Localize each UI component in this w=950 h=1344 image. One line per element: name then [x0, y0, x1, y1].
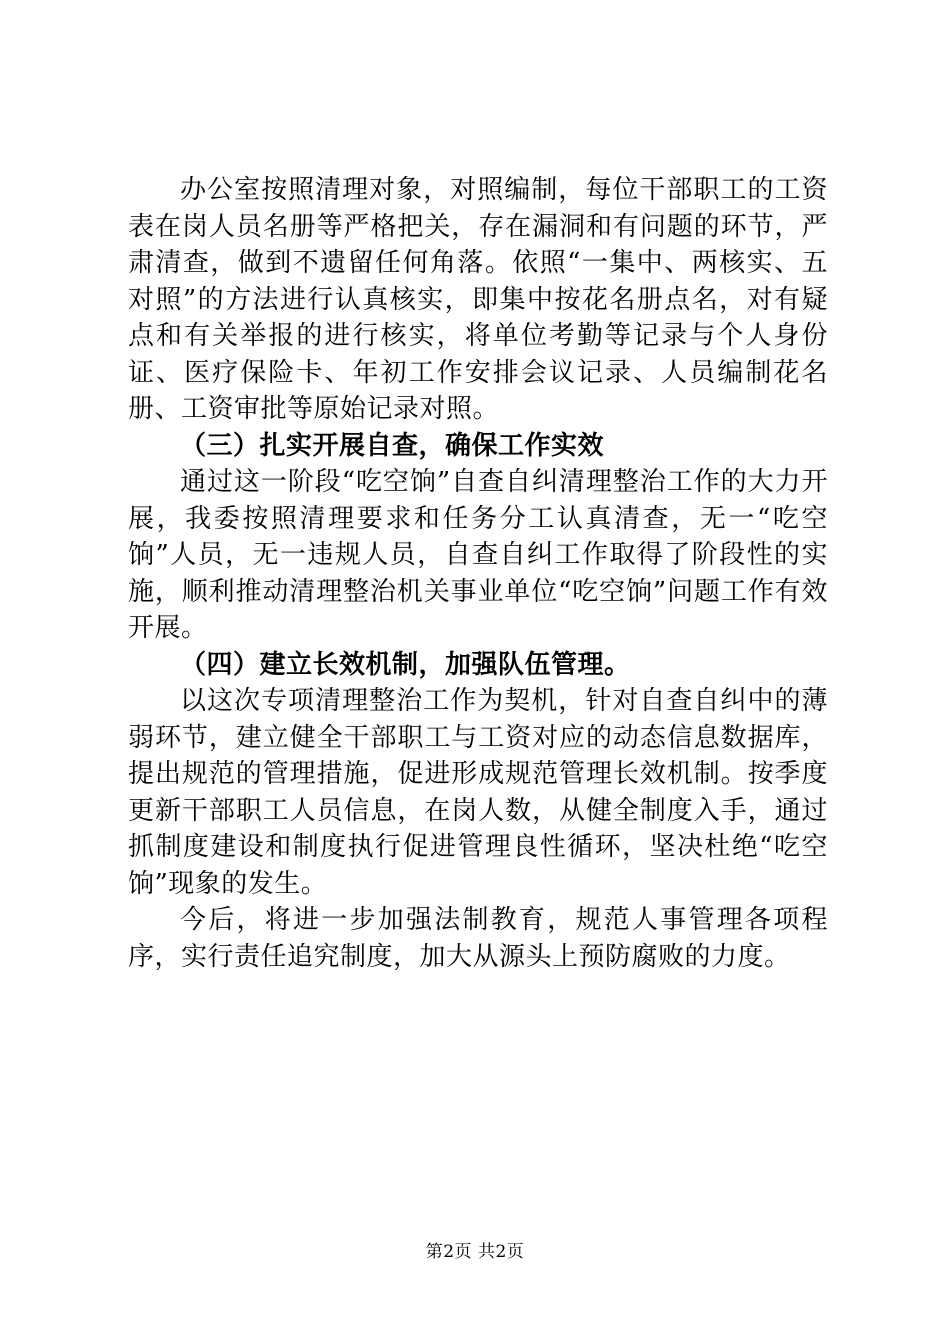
- section-heading: （三）扎实开展自查，确保工作实效: [180, 430, 605, 461]
- paragraph: 今后，将进一步加强法制教育，规范人事管理各项程序，实行责任追究制度，加大从源头上预防腐败的力度。: [128, 905, 828, 972]
- paragraph: 办公室按照清理对象，对照编制，每位干部职工的工资表在岗人员名册等严格把关，存在漏洞和有问题的环节，严肃清查，做到不遗留任何角落。依照“一集中、两核实、五对照”的方法进行认真核实，即集中按花名册点名，对有疑点和有关举报的进行核实，将单位考勤等记录与个人身份证、医疗保险卡、年初工作安排会议记录、人员编制花名册、工资审批等原始记录对照。: [128, 175, 828, 424]
- paragraph: 通过这一阶段“吃空饷”自查自纠清理整治工作的大力开展，我委按照清理要求和任务分工认真清查，无一“吃空饷”人员，无一违规人员，自查自纠工作取得了阶段性的实施，顺利推动清理整治机关事业单位“吃空饷”问题工作有效开展。: [128, 467, 828, 643]
- page-number-footer: 第2页 共2页: [425, 1242, 525, 1262]
- section-heading: （四）建立长效机制，加强队伍管理。: [180, 649, 631, 680]
- document-body: [128, 172, 828, 975]
- paragraph: 以这次专项清理整治工作为契机，针对自查自纠中的薄弱环节，建立健全干部职工与工资对应的动态信息数据库，提出规范的管理措施，促进形成规范管理长效机制。按季度更新干部职工人员信息，在岗人数，从健全制度入手，通过抓制度建设和制度执行促进管理良性循环，坚决杜绝“吃空饷”现象的发生。: [128, 686, 828, 899]
